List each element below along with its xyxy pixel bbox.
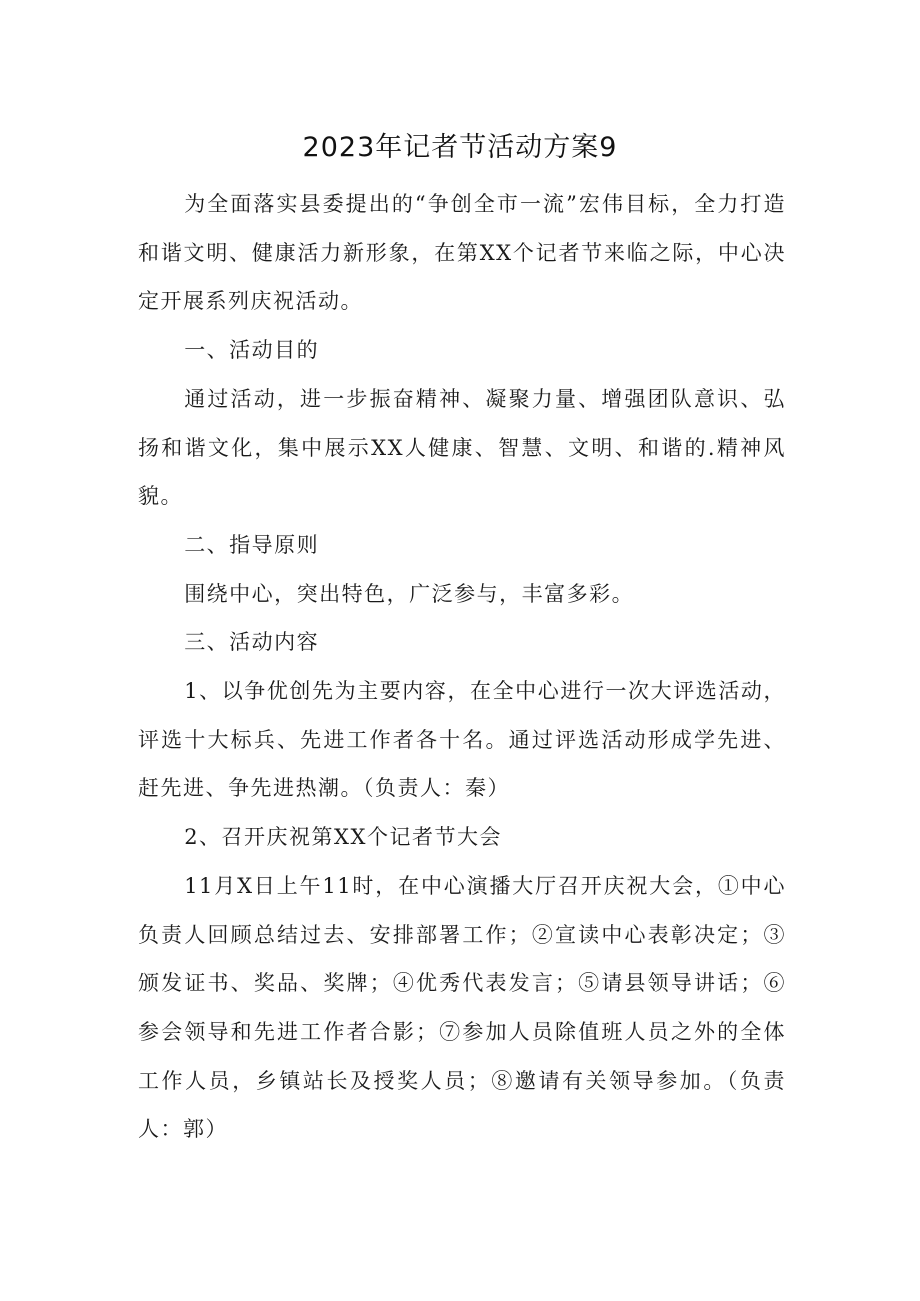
section-heading-principles: 二、指导原则	[184, 532, 320, 557]
section-heading-content: 三、活动内容	[184, 630, 320, 655]
principles-paragraph: 围绕中心，突出特色，广泛参与，丰富多彩。	[184, 581, 635, 606]
section-heading-purpose: 一、活动目的	[184, 338, 320, 363]
content-item-2-detail: 11月X日上午11时，在中心演播大厅召开庆祝大会，①中心负责人回顾总结过去、安排部署工作；②宣读中心表彰决定；③颁发证书、奖品、奖牌；④优秀代表发言；⑤请县领导讲话；⑥参会领导和先进工作者合影；⑦参加人员除值班人员之外的全体工作人员，乡镇站长及授奖人员；⑧邀请有关领导参加。（负责人：郭）	[138, 873, 786, 1142]
document-body	[138, 180, 786, 1154]
content-item-1: 1、以争优创先为主要内容，在全中心进行一次大评选活动，评选十大标兵、先进工作者各十名。通过评选活动形成学先进、赶先进、争先进热潮。（负责人：秦）	[138, 679, 786, 801]
purpose-paragraph: 通过活动，进一步振奋精神、凝聚力量、增强团队意识、弘扬和谐文化，集中展示XX人健康、智慧、文明、和谐的.精神风貌。	[138, 386, 786, 509]
intro-paragraph: 为全面落实县委提出的“争创全市一流”宏伟目标，全力打造和谐文明、健康活力新形象，在第XX个记者节来临之际，中心决定开展系列庆祝活动。	[138, 192, 786, 314]
document-title: 2023年记者节活动方案9	[302, 132, 618, 163]
content-item-2-heading: 2、召开庆祝第XX个记者节大会	[184, 825, 502, 850]
